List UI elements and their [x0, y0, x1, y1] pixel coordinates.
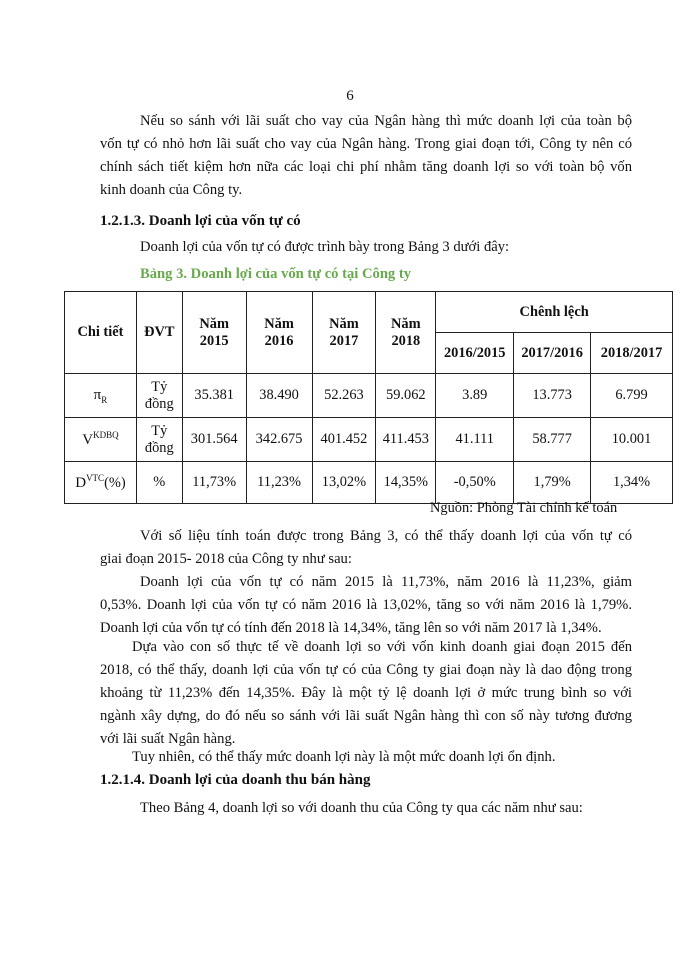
- section-intro: [140, 797, 640, 820]
- header-detail: Chi tiết: [65, 292, 137, 374]
- table-cell: 52.263: [312, 374, 376, 418]
- header-period: 2018/2017: [591, 333, 673, 374]
- table-cell: -0,50%: [436, 462, 514, 504]
- header-year: Năm 2018: [376, 292, 436, 374]
- analysis-paragraph: [100, 571, 632, 640]
- data-table: [64, 291, 673, 504]
- table-cell: 58.777: [514, 418, 591, 462]
- text-line: giai đoạn 2015- 2018 của Công ty như sau:: [100, 551, 352, 567]
- row-symbol: $D^{VTC}(\%)$: [65, 462, 137, 504]
- table-cell: 35.381: [182, 374, 246, 418]
- table-cell: 1,79%: [514, 462, 591, 504]
- table-cell: 59.062: [376, 374, 436, 418]
- table-cell: 41.111: [436, 418, 514, 462]
- text-line: Tuy nhiên, có thể thấy mức doanh lợi này là một mức doanh lợi ổn định.: [132, 749, 556, 765]
- text-line: khoảng từ 11,23% đến 14,35%. Đây là một tỷ lệ doanh lợi ở mức trung bình so với: [100, 685, 632, 701]
- table-cell: 401.452: [312, 418, 376, 462]
- section-intro: [140, 236, 640, 259]
- row-symbol: $V^{KDBQ}$: [65, 418, 137, 462]
- table-cell: 13.773: [514, 374, 591, 418]
- header-year: Năm 2017: [312, 292, 376, 374]
- text-line: Dựa vào con số thực tế về doanh lợi so với vốn kinh doanh giai đoạn 2015 đến: [132, 639, 632, 655]
- table-cell: 3.89: [436, 374, 514, 418]
- header-period: 2016/2015: [436, 333, 514, 374]
- header-unit: ĐVT: [136, 292, 182, 374]
- text-line: 0,53%. Doanh lợi của vốn tự có năm 2016 là 13,02%, tăng so với năm 2016 là 1,79%.: [100, 597, 632, 613]
- table-cell: 301.564: [182, 418, 246, 462]
- text-line: Với số liệu tính toán được trong Bảng 3, có thể thấy doanh lợi của vốn tự có: [140, 528, 632, 544]
- text-line: kinh doanh của Công ty.: [100, 182, 243, 198]
- text-line: với lãi suất Ngân hàng.: [100, 731, 236, 747]
- text-line: Doanh lợi của vốn tự có được trình bày trong Bảng 3 dưới đây:: [140, 239, 510, 255]
- table-row: [65, 418, 673, 462]
- text-line: Doanh lợi của vốn tự có tính đến 2018 là 14,34%, tăng lên so với năm 2017 là 1,34%.: [100, 620, 602, 636]
- row-unit: Tỷ đồng: [136, 374, 182, 418]
- table-caption: Bảng 3. Doanh lợi của vốn tự có tại Công ty: [140, 266, 412, 282]
- header-diff: Chênh lệch: [436, 292, 673, 333]
- row-symbol: $\pi_R$: [65, 374, 137, 418]
- table-row: [65, 374, 673, 418]
- text-line: chính sách tiết kiệm hơn nữa các loại chi phí nhằm tăng doanh lợi so với toàn bộ vốn: [100, 159, 632, 175]
- page-number: 6: [346, 88, 354, 104]
- text-line: Doanh lợi của vốn tự có năm 2015 là 11,73%, năm 2016 là 11,23%, giảm: [140, 574, 632, 590]
- analysis-paragraph: [100, 746, 632, 769]
- intro-paragraph: [100, 110, 632, 202]
- section-heading: 1.2.1.4. Doanh lợi của doanh thu bán hàng: [100, 772, 371, 788]
- table-cell: 411.453: [376, 418, 436, 462]
- table-cell: 1,34%: [591, 462, 673, 504]
- table-cell: 14,35%: [376, 462, 436, 504]
- text-line: vốn tự có nhỏ hơn lãi suất cho vay của Ngân hàng. Trong giai đoạn tới, Công ty nên có: [100, 136, 632, 152]
- table-cell: 11,73%: [182, 462, 246, 504]
- section-heading: 1.2.1.3. Doanh lợi của vốn tự có: [100, 213, 301, 229]
- table-cell: 6.799: [591, 374, 673, 418]
- text-line: Nếu so sánh với lãi suất cho vay của Ngân hàng thì mức doanh lợi của toàn bộ: [140, 113, 632, 129]
- text-line: Theo Bảng 4, doanh lợi so với doanh thu của Công ty qua các năm như sau:: [140, 800, 583, 816]
- table-cell: 13,02%: [312, 462, 376, 504]
- header-year: Năm 2016: [246, 292, 312, 374]
- table-row: [65, 462, 673, 504]
- table-cell: 11,23%: [246, 462, 312, 504]
- table-cell: 10.001: [591, 418, 673, 462]
- analysis-paragraph: [100, 636, 632, 751]
- text-line: 2018, có thể thấy, doanh lợi của vốn tự có của Công ty giai đoạn này là dao động trong: [100, 662, 632, 678]
- text-line: ngành xây dựng, do đó nếu so sánh với lãi suất Ngân hàng thì con số này tương đương: [100, 708, 632, 724]
- analysis-paragraph: [100, 525, 632, 571]
- row-unit: %: [136, 462, 182, 504]
- table-source: Nguồn: Phòng Tài chính kế toán: [430, 500, 618, 516]
- table-cell: 38.490: [246, 374, 312, 418]
- row-unit: Tỷ đồng: [136, 418, 182, 462]
- header-period: 2017/2016: [514, 333, 591, 374]
- table-cell: 342.675: [246, 418, 312, 462]
- header-year: Năm 2015: [182, 292, 246, 374]
